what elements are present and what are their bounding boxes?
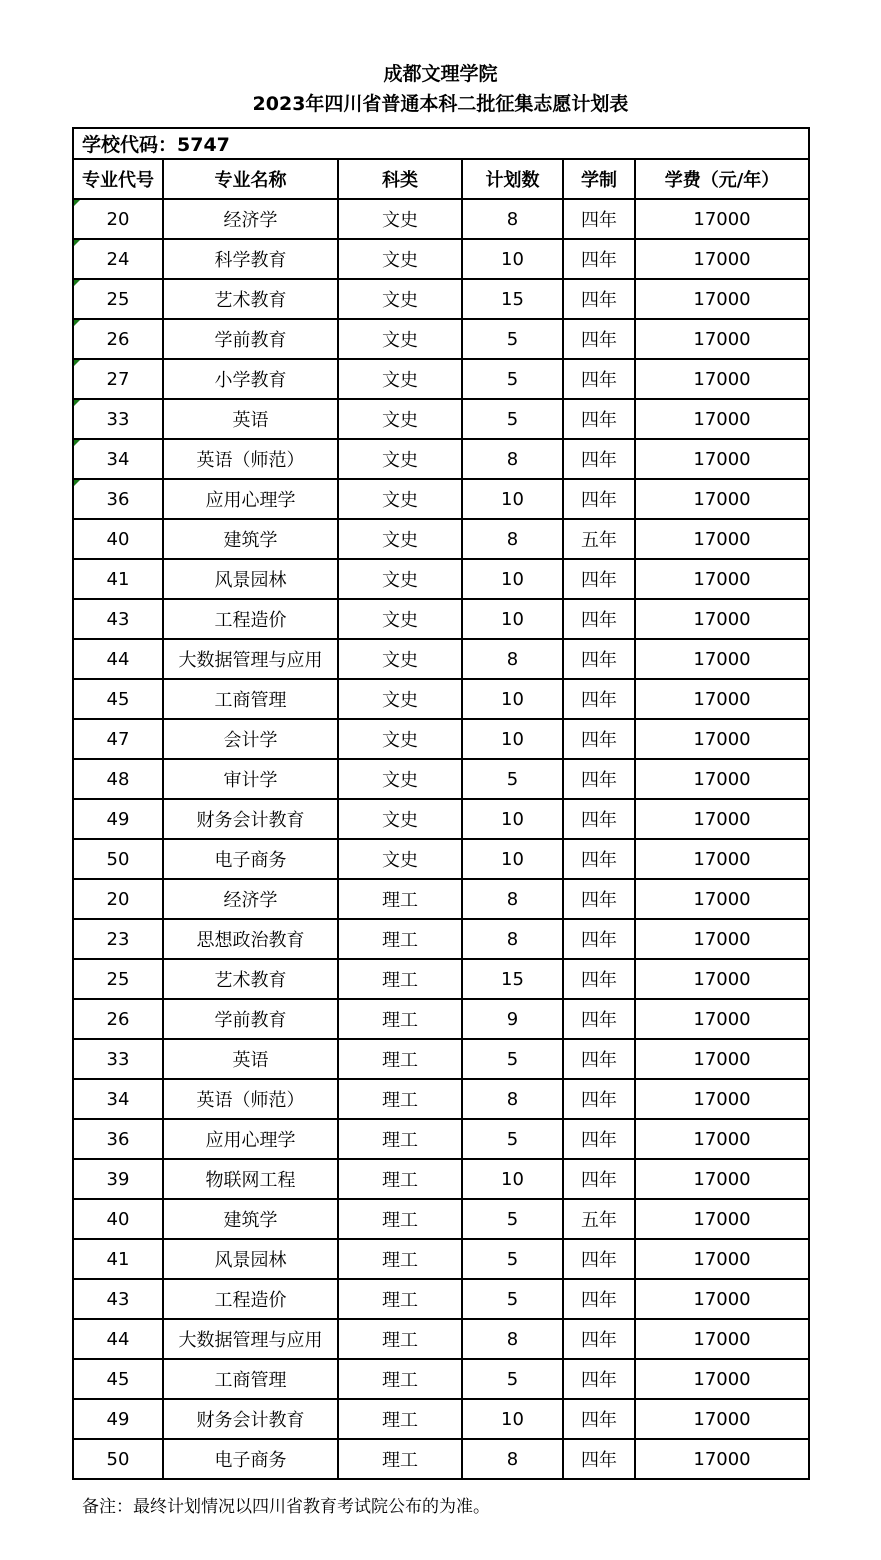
table-row <box>73 279 809 319</box>
category-cell: 文史 <box>338 239 462 279</box>
category-cell: 理工 <box>338 1399 462 1439</box>
duration-cell: 五年 <box>563 519 635 559</box>
tuition-fee-cell: 17000 <box>635 399 809 439</box>
major-code-cell: 27 <box>73 359 163 399</box>
plan-count-cell: 10 <box>462 479 563 519</box>
plan-count-cell: 8 <box>462 439 563 479</box>
major-name-cell: 建筑学 <box>163 1199 338 1239</box>
category-cell: 理工 <box>338 1279 462 1319</box>
plan-count-cell: 10 <box>462 1399 563 1439</box>
major-code-cell: 40 <box>73 1199 163 1239</box>
duration-cell: 四年 <box>563 1239 635 1279</box>
major-code-cell: 47 <box>73 719 163 759</box>
table-row <box>73 199 809 239</box>
duration-cell: 四年 <box>563 439 635 479</box>
major-code-cell: 39 <box>73 1159 163 1199</box>
major-name-cell: 英语 <box>163 1039 338 1079</box>
duration-cell: 四年 <box>563 1159 635 1199</box>
major-code-cell: 36 <box>73 1119 163 1159</box>
table-row <box>73 719 809 759</box>
major-name-cell: 学前教育 <box>163 319 338 359</box>
plan-count-cell: 5 <box>462 1239 563 1279</box>
table-row <box>73 1279 809 1319</box>
table-body <box>73 199 809 1479</box>
category-cell: 理工 <box>338 1319 462 1359</box>
table-row <box>73 399 809 439</box>
plan-count-cell: 10 <box>462 719 563 759</box>
table-row <box>73 319 809 359</box>
major-name-cell: 工商管理 <box>163 679 338 719</box>
major-code-cell: 26 <box>73 999 163 1039</box>
plan-count-cell: 10 <box>462 679 563 719</box>
table-row <box>73 559 809 599</box>
major-code-cell: 44 <box>73 1319 163 1359</box>
major-code-cell: 44 <box>73 639 163 679</box>
table-row <box>73 839 809 879</box>
duration-cell: 四年 <box>563 399 635 439</box>
plan-count-cell: 10 <box>462 599 563 639</box>
table-row <box>73 1239 809 1279</box>
table-row <box>73 879 809 919</box>
table-row <box>73 1399 809 1439</box>
plan-count-cell: 15 <box>462 279 563 319</box>
tuition-fee-cell: 17000 <box>635 839 809 879</box>
plan-count-cell: 8 <box>462 639 563 679</box>
major-name-cell: 学前教育 <box>163 999 338 1039</box>
tuition-fee-cell: 17000 <box>635 1079 809 1119</box>
plan-count-cell: 5 <box>462 1279 563 1319</box>
duration-cell: 四年 <box>563 1439 635 1479</box>
duration-cell: 四年 <box>563 919 635 959</box>
major-name-cell: 审计学 <box>163 759 338 799</box>
table-row <box>73 479 809 519</box>
category-cell: 文史 <box>338 479 462 519</box>
category-cell: 文史 <box>338 519 462 559</box>
table-row <box>73 359 809 399</box>
plan-count-cell: 5 <box>462 1359 563 1399</box>
major-code-cell: 33 <box>73 399 163 439</box>
tuition-fee-cell: 17000 <box>635 239 809 279</box>
major-name-cell: 英语（师范） <box>163 439 338 479</box>
column-header-name: 专业名称 <box>163 159 338 199</box>
major-code-cell: 45 <box>73 1359 163 1399</box>
table-row <box>73 639 809 679</box>
major-name-cell: 思想政治教育 <box>163 919 338 959</box>
enrollment-plan-table <box>72 127 810 1480</box>
table-row <box>73 999 809 1039</box>
table-row <box>73 439 809 479</box>
table-row <box>73 1119 809 1159</box>
major-name-cell: 艺术教育 <box>163 279 338 319</box>
tuition-fee-cell: 17000 <box>635 719 809 759</box>
duration-cell: 四年 <box>563 759 635 799</box>
duration-cell: 四年 <box>563 719 635 759</box>
category-cell: 理工 <box>338 1039 462 1079</box>
table-row <box>73 919 809 959</box>
category-cell: 理工 <box>338 1359 462 1399</box>
table-row <box>73 1359 809 1399</box>
table-row <box>73 1039 809 1079</box>
duration-cell: 四年 <box>563 199 635 239</box>
duration-cell: 四年 <box>563 879 635 919</box>
footnote: 备注：最终计划情况以四川省教育考试院公布的为准。 <box>82 1497 490 1517</box>
column-header-code: 专业代号 <box>73 159 163 199</box>
major-name-cell: 物联网工程 <box>163 1159 338 1199</box>
plan-count-cell: 9 <box>462 999 563 1039</box>
major-name-cell: 科学教育 <box>163 239 338 279</box>
tuition-fee-cell: 17000 <box>635 919 809 959</box>
duration-cell: 四年 <box>563 1279 635 1319</box>
category-cell: 文史 <box>338 719 462 759</box>
school-code: 学校代码：5747 <box>73 128 809 159</box>
major-name-cell: 应用心理学 <box>163 479 338 519</box>
table-row <box>73 679 809 719</box>
tuition-fee-cell: 17000 <box>635 1359 809 1399</box>
category-cell: 文史 <box>338 319 462 359</box>
major-code-cell: 34 <box>73 1079 163 1119</box>
category-cell: 理工 <box>338 1199 462 1239</box>
major-name-cell: 艺术教育 <box>163 959 338 999</box>
tuition-fee-cell: 17000 <box>635 359 809 399</box>
tuition-fee-cell: 17000 <box>635 199 809 239</box>
category-cell: 理工 <box>338 1159 462 1199</box>
duration-cell: 四年 <box>563 1359 635 1399</box>
major-code-cell: 23 <box>73 919 163 959</box>
category-cell: 文史 <box>338 439 462 479</box>
duration-cell: 四年 <box>563 1319 635 1359</box>
category-cell: 文史 <box>338 359 462 399</box>
tuition-fee-cell: 17000 <box>635 1159 809 1199</box>
category-cell: 文史 <box>338 199 462 239</box>
duration-cell: 四年 <box>563 799 635 839</box>
major-code-cell: 25 <box>73 959 163 999</box>
category-cell: 文史 <box>338 599 462 639</box>
tuition-fee-cell: 17000 <box>635 759 809 799</box>
major-name-cell: 工程造价 <box>163 1279 338 1319</box>
major-code-cell: 49 <box>73 1399 163 1439</box>
major-code-cell: 48 <box>73 759 163 799</box>
major-name-cell: 电子商务 <box>163 1439 338 1479</box>
category-cell: 理工 <box>338 1239 462 1279</box>
page-subtitle: 2023年四川省普通本科二批征集志愿计划表 <box>252 93 629 115</box>
plan-count-cell: 10 <box>462 239 563 279</box>
major-name-cell: 大数据管理与应用 <box>163 639 338 679</box>
plan-count-cell: 5 <box>462 759 563 799</box>
major-code-cell: 45 <box>73 679 163 719</box>
plan-count-cell: 5 <box>462 1119 563 1159</box>
major-name-cell: 风景园林 <box>163 559 338 599</box>
major-name-cell: 小学教育 <box>163 359 338 399</box>
tuition-fee-cell: 17000 <box>635 319 809 359</box>
table-row <box>73 1079 809 1119</box>
duration-cell: 四年 <box>563 1079 635 1119</box>
column-header-fee: 学费（元/年） <box>635 159 809 199</box>
major-name-cell: 大数据管理与应用 <box>163 1319 338 1359</box>
duration-cell: 四年 <box>563 999 635 1039</box>
major-code-cell: 50 <box>73 1439 163 1479</box>
tuition-fee-cell: 17000 <box>635 1119 809 1159</box>
plan-count-cell: 8 <box>462 199 563 239</box>
major-name-cell: 应用心理学 <box>163 1119 338 1159</box>
plan-count-cell: 15 <box>462 959 563 999</box>
major-code-cell: 41 <box>73 1239 163 1279</box>
tuition-fee-cell: 17000 <box>635 639 809 679</box>
major-name-cell: 会计学 <box>163 719 338 759</box>
tuition-fee-cell: 17000 <box>635 1199 809 1239</box>
plan-count-cell: 5 <box>462 1199 563 1239</box>
page-title: 成都文理学院 <box>383 63 498 85</box>
duration-cell: 四年 <box>563 839 635 879</box>
major-code-cell: 20 <box>73 879 163 919</box>
category-cell: 文史 <box>338 279 462 319</box>
tuition-fee-cell: 17000 <box>635 439 809 479</box>
category-cell: 文史 <box>338 759 462 799</box>
table-row <box>73 959 809 999</box>
column-header-duration: 学制 <box>563 159 635 199</box>
duration-cell: 四年 <box>563 359 635 399</box>
plan-count-cell: 10 <box>462 839 563 879</box>
duration-cell: 四年 <box>563 1119 635 1159</box>
tuition-fee-cell: 17000 <box>635 999 809 1039</box>
category-cell: 理工 <box>338 959 462 999</box>
tuition-fee-cell: 17000 <box>635 559 809 599</box>
major-code-cell: 36 <box>73 479 163 519</box>
tuition-fee-cell: 17000 <box>635 959 809 999</box>
major-code-cell: 33 <box>73 1039 163 1079</box>
duration-cell: 四年 <box>563 239 635 279</box>
duration-cell: 四年 <box>563 319 635 359</box>
plan-count-cell: 10 <box>462 1159 563 1199</box>
table-row <box>73 759 809 799</box>
major-code-cell: 40 <box>73 519 163 559</box>
tuition-fee-cell: 17000 <box>635 1039 809 1079</box>
plan-count-cell: 8 <box>462 879 563 919</box>
plan-count-cell: 5 <box>462 319 563 359</box>
major-code-cell: 34 <box>73 439 163 479</box>
major-code-cell: 24 <box>73 239 163 279</box>
tuition-fee-cell: 17000 <box>635 879 809 919</box>
major-code-cell: 25 <box>73 279 163 319</box>
major-code-cell: 20 <box>73 199 163 239</box>
category-cell: 理工 <box>338 919 462 959</box>
duration-cell: 四年 <box>563 279 635 319</box>
major-code-cell: 50 <box>73 839 163 879</box>
table-row <box>73 1319 809 1359</box>
category-cell: 文史 <box>338 639 462 679</box>
category-cell: 理工 <box>338 1079 462 1119</box>
major-name-cell: 经济学 <box>163 199 338 239</box>
table-header-row <box>73 159 809 199</box>
tuition-fee-cell: 17000 <box>635 679 809 719</box>
duration-cell: 四年 <box>563 1399 635 1439</box>
duration-cell: 四年 <box>563 679 635 719</box>
major-name-cell: 风景园林 <box>163 1239 338 1279</box>
major-name-cell: 英语 <box>163 399 338 439</box>
plan-count-cell: 10 <box>462 559 563 599</box>
major-name-cell: 英语（师范） <box>163 1079 338 1119</box>
duration-cell: 四年 <box>563 599 635 639</box>
table-row <box>73 239 809 279</box>
category-cell: 文史 <box>338 679 462 719</box>
category-cell: 理工 <box>338 1439 462 1479</box>
table-row <box>73 1199 809 1239</box>
duration-cell: 四年 <box>563 559 635 599</box>
major-code-cell: 41 <box>73 559 163 599</box>
duration-cell: 四年 <box>563 959 635 999</box>
duration-cell: 四年 <box>563 1039 635 1079</box>
tuition-fee-cell: 17000 <box>635 1399 809 1439</box>
table-row <box>73 799 809 839</box>
duration-cell: 四年 <box>563 639 635 679</box>
plan-count-cell: 8 <box>462 1439 563 1479</box>
category-cell: 文史 <box>338 839 462 879</box>
tuition-fee-cell: 17000 <box>635 1239 809 1279</box>
major-code-cell: 26 <box>73 319 163 359</box>
category-cell: 文史 <box>338 559 462 599</box>
major-name-cell: 财务会计教育 <box>163 799 338 839</box>
duration-cell: 四年 <box>563 479 635 519</box>
major-name-cell: 建筑学 <box>163 519 338 559</box>
school-code-row <box>73 128 809 159</box>
tuition-fee-cell: 17000 <box>635 1279 809 1319</box>
category-cell: 理工 <box>338 999 462 1039</box>
plan-count-cell: 8 <box>462 1319 563 1359</box>
plan-count-cell: 5 <box>462 399 563 439</box>
plan-count-cell: 5 <box>462 1039 563 1079</box>
major-name-cell: 工程造价 <box>163 599 338 639</box>
plan-count-cell: 10 <box>462 799 563 839</box>
category-cell: 文史 <box>338 799 462 839</box>
major-name-cell: 财务会计教育 <box>163 1399 338 1439</box>
tuition-fee-cell: 17000 <box>635 279 809 319</box>
category-cell: 文史 <box>338 399 462 439</box>
major-code-cell: 49 <box>73 799 163 839</box>
major-name-cell: 工商管理 <box>163 1359 338 1399</box>
duration-cell: 五年 <box>563 1199 635 1239</box>
tuition-fee-cell: 17000 <box>635 1319 809 1359</box>
plan-count-cell: 8 <box>462 519 563 559</box>
column-header-category: 科类 <box>338 159 462 199</box>
column-header-plan: 计划数 <box>462 159 563 199</box>
table-row <box>73 1159 809 1199</box>
plan-count-cell: 5 <box>462 359 563 399</box>
major-code-cell: 43 <box>73 1279 163 1319</box>
plan-count-cell: 8 <box>462 919 563 959</box>
table-row <box>73 1439 809 1479</box>
plan-count-cell: 8 <box>462 1079 563 1119</box>
major-name-cell: 电子商务 <box>163 839 338 879</box>
major-name-cell: 经济学 <box>163 879 338 919</box>
category-cell: 理工 <box>338 879 462 919</box>
table-row <box>73 519 809 559</box>
tuition-fee-cell: 17000 <box>635 599 809 639</box>
table-row <box>73 599 809 639</box>
major-code-cell: 43 <box>73 599 163 639</box>
tuition-fee-cell: 17000 <box>635 799 809 839</box>
category-cell: 理工 <box>338 1119 462 1159</box>
tuition-fee-cell: 17000 <box>635 519 809 559</box>
tuition-fee-cell: 17000 <box>635 1439 809 1479</box>
tuition-fee-cell: 17000 <box>635 479 809 519</box>
